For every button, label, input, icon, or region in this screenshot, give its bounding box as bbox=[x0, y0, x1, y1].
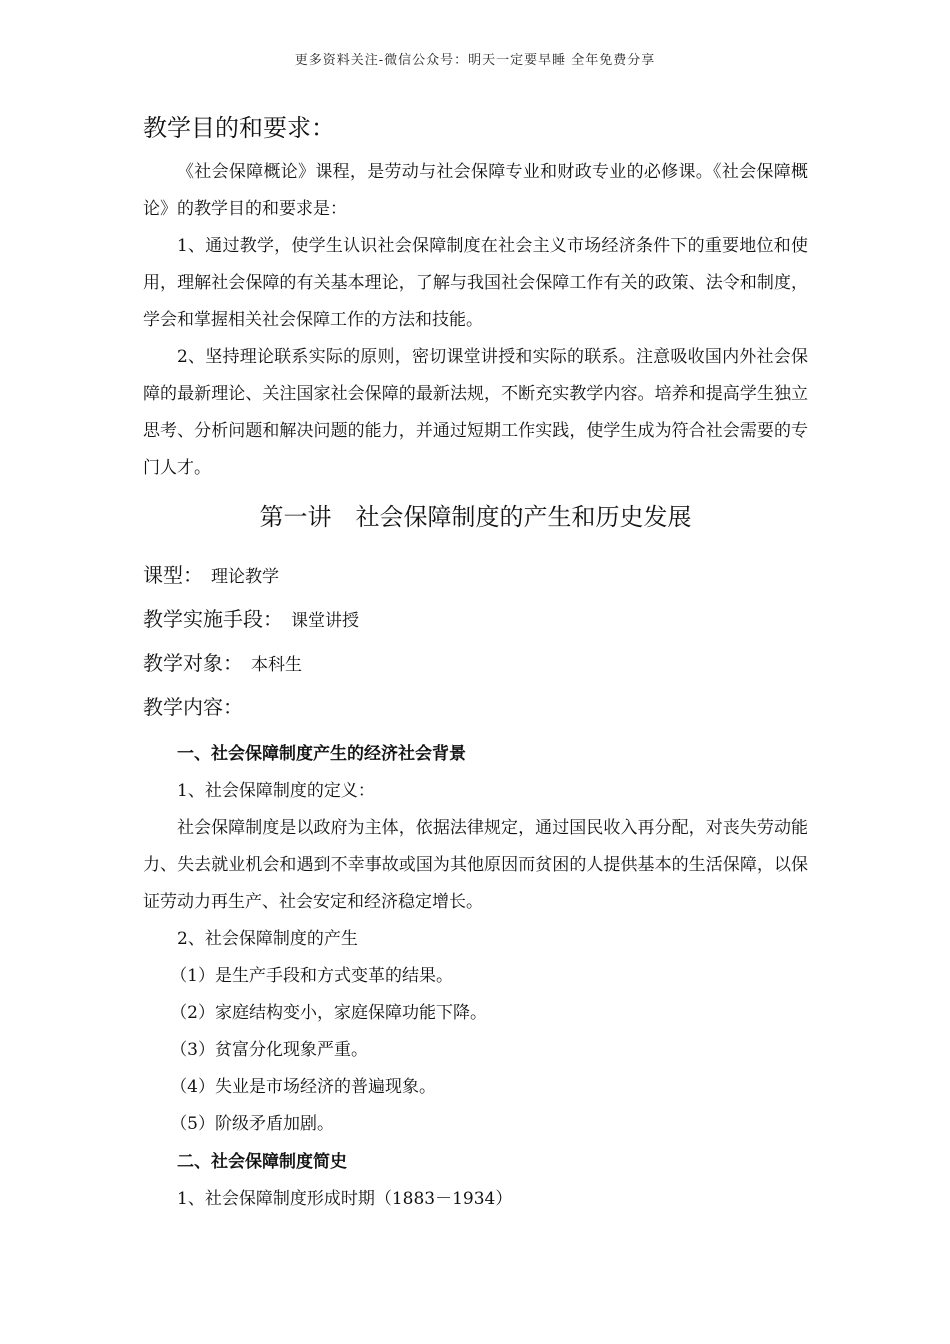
definition-text: 社会保障制度是以政府为主体，依据法律规定，通过国民收入再分配，对丧失劳动能力、失去就业机会和遇到不幸事故或国为其他原因而贫困的人提供基本的生活保障，以保证劳动力再生产、社会安定和经济稳定增长。 bbox=[143, 818, 808, 912]
meta-teaching-method bbox=[143, 597, 808, 641]
section-1-heading: 一、社会保障制度产生的经济社会背景 bbox=[177, 744, 466, 764]
lecture-title: 第一讲 社会保障制度的产生和历史发展 bbox=[259, 503, 692, 531]
meta-label: 课型： bbox=[143, 563, 203, 587]
meta-course-type bbox=[143, 553, 808, 597]
meta-value: 课堂讲授 bbox=[291, 611, 359, 631]
meta-audience bbox=[143, 641, 808, 685]
meta-label: 教学对象： bbox=[143, 651, 243, 675]
meta-value: 本科生 bbox=[251, 655, 302, 675]
origin-label: 2、社会保障制度的产生 bbox=[177, 929, 358, 949]
meta-value: 理论教学 bbox=[211, 567, 279, 587]
page-banner: 更多资料关注-微信公众号：明天一定要早睡 全年免费分享 bbox=[294, 53, 656, 68]
document-body bbox=[143, 108, 808, 1218]
reason-item: （2）家庭结构变小，家庭保障功能下降。 bbox=[170, 1003, 488, 1023]
meta-label: 教学实施手段： bbox=[143, 607, 283, 631]
meta-content bbox=[143, 685, 808, 729]
history-item-1: 1、社会保障制度形成时期（1883－1934） bbox=[177, 1189, 513, 1209]
aims-point-1: 1、通过教学，使学生认识社会保障制度在社会主义市场经济条件下的重要地位和使用，理解社会保障的有关基本理论，了解与我国社会保障工作有关的政策、法令和制度，学会和掌握相关社会保障工作的方法和技能。 bbox=[143, 236, 808, 330]
aims-intro-paragraph: 《社会保障概论》课程，是劳动与社会保障专业和财政专业的必修课。《社会保障概论》的教学目的和要求是： bbox=[143, 162, 808, 219]
reason-item: （1）是生产手段和方式变革的结果。 bbox=[170, 966, 454, 986]
reason-item: （4）失业是市场经济的普遍现象。 bbox=[170, 1077, 437, 1097]
section-2-heading: 二、社会保障制度简史 bbox=[177, 1152, 347, 1172]
meta-label: 教学内容： bbox=[143, 695, 243, 719]
reason-item: （5）阶级矛盾加剧。 bbox=[170, 1114, 335, 1134]
aims-point-2: 2、坚持理论联系实际的原则，密切课堂讲授和实际的联系。注意吸收国内外社会保障的最新理论、关注国家社会保障的最新法规，不断充实教学内容。培养和提高学生独立思考、分析问题和解决问题的能力，并通过短期工作实践，使学生成为符合社会需要的专门人才。 bbox=[143, 347, 808, 478]
definition-label: 1、社会保障制度的定义： bbox=[177, 781, 375, 801]
aims-heading: 教学目的和要求： bbox=[143, 114, 335, 142]
reason-item: （3）贫富分化现象严重。 bbox=[170, 1040, 369, 1060]
